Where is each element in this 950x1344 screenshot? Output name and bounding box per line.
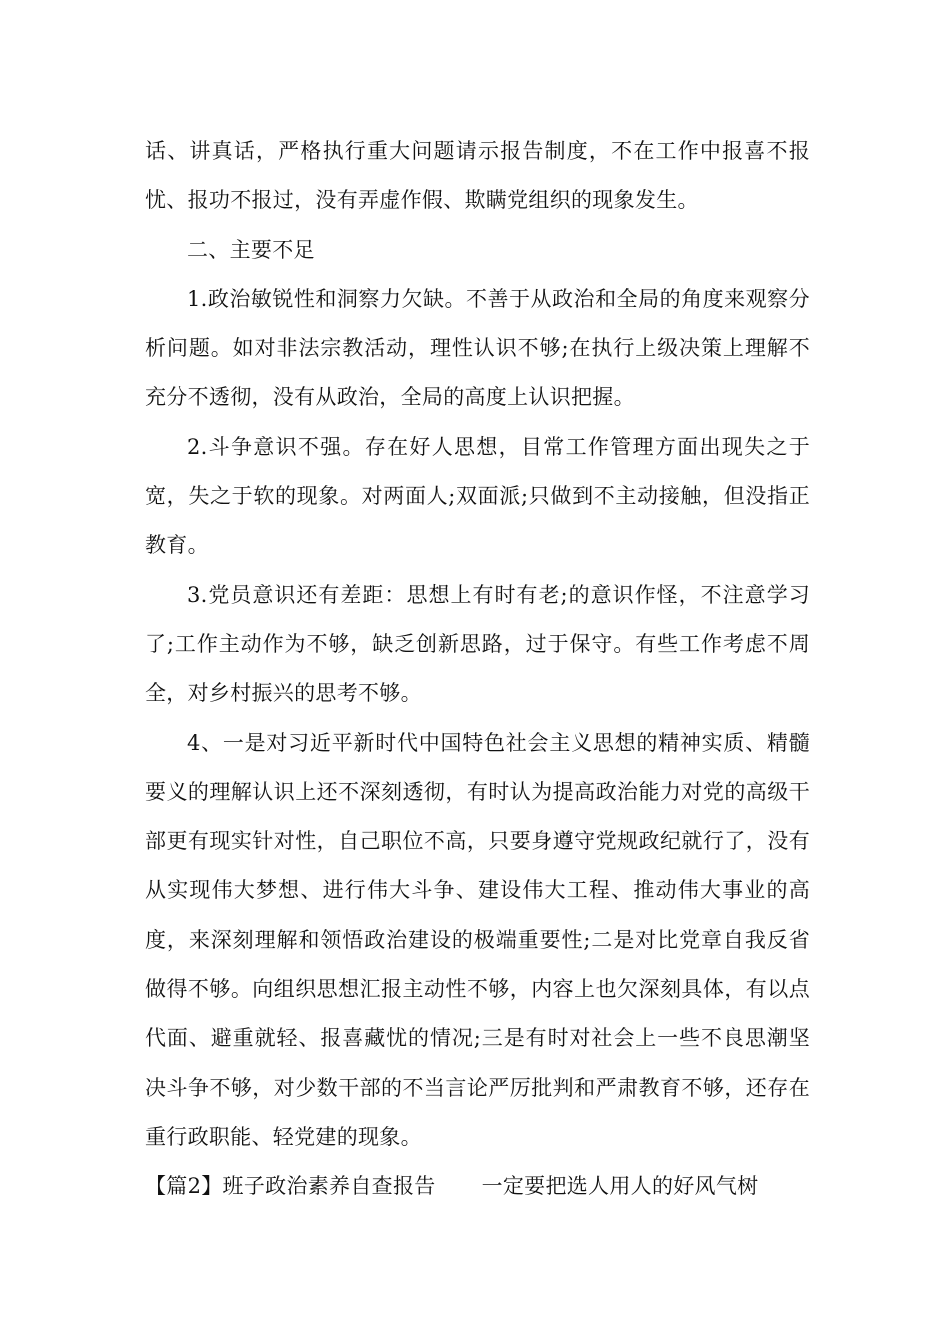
next-article-line (145, 1162, 810, 1211)
paragraph-item-4: 4、一是对习近平新时代中国特色社会主义思想的精神实质、精髓要义的理解认识上还不深刻透彻，有时认为提高政治能力对党的高级干部更有现实针对性，自己职位不高，只要身遵守党规政纪就行了，没有从实现伟大梦想、进行伟大斗争、建设伟大工程、推动伟大事业的高度，来深刻理解和领悟政治建设的极端重要性;二是对比党章自我反省做得不够。向组织思想汇报主动性不够，内容上也欠深刻具体，有以点代面、避重就轻、报喜藏忧的情况;三是有时对社会上一些不良思潮坚决斗争不够，对少数干部的不当言论严厉批判和严肃教育不够，还存在重行政职能、轻党建的现象。 (145, 730, 810, 1149)
next-article-title: 【篇2】班子政治素养自查报告 (145, 1174, 436, 1199)
section-heading-shortcomings: 二、主要不足 (187, 237, 315, 262)
paragraph-continuation: 话、讲真话，严格执行重大问题请示报告制度，不在工作中报喜不报忧、报功不报过，没有弄虚作假、欺瞒党组织的现象发生。 (145, 139, 810, 213)
document-body (145, 127, 810, 1212)
next-article-opening: 一定要把选人用人的好风气树 (481, 1174, 759, 1199)
paragraph-item-2: 2.斗争意识不强。存在好人思想，目常工作管理方面出现失之于宽，失之于软的现象。对两面人;双面派;只做到不主动接触，但没指正教育。 (145, 434, 810, 558)
paragraph-item-3: 3.党员意识还有差距：思想上有时有老;的意识作怪，不注意学习了;工作主动作为不够，缺乏创新思路，过于保守。有些工作考虑不周全，对乡村振兴的思考不够。 (145, 582, 810, 706)
paragraph-item-1: 1.政治敏锐性和洞察力欠缺。不善于从政治和全局的角度来观察分析问题。如对非法宗教活动，理性认识不够;在执行上级决策上理解不充分不透彻，没有从政治，全局的高度上认识把握。 (145, 286, 810, 410)
